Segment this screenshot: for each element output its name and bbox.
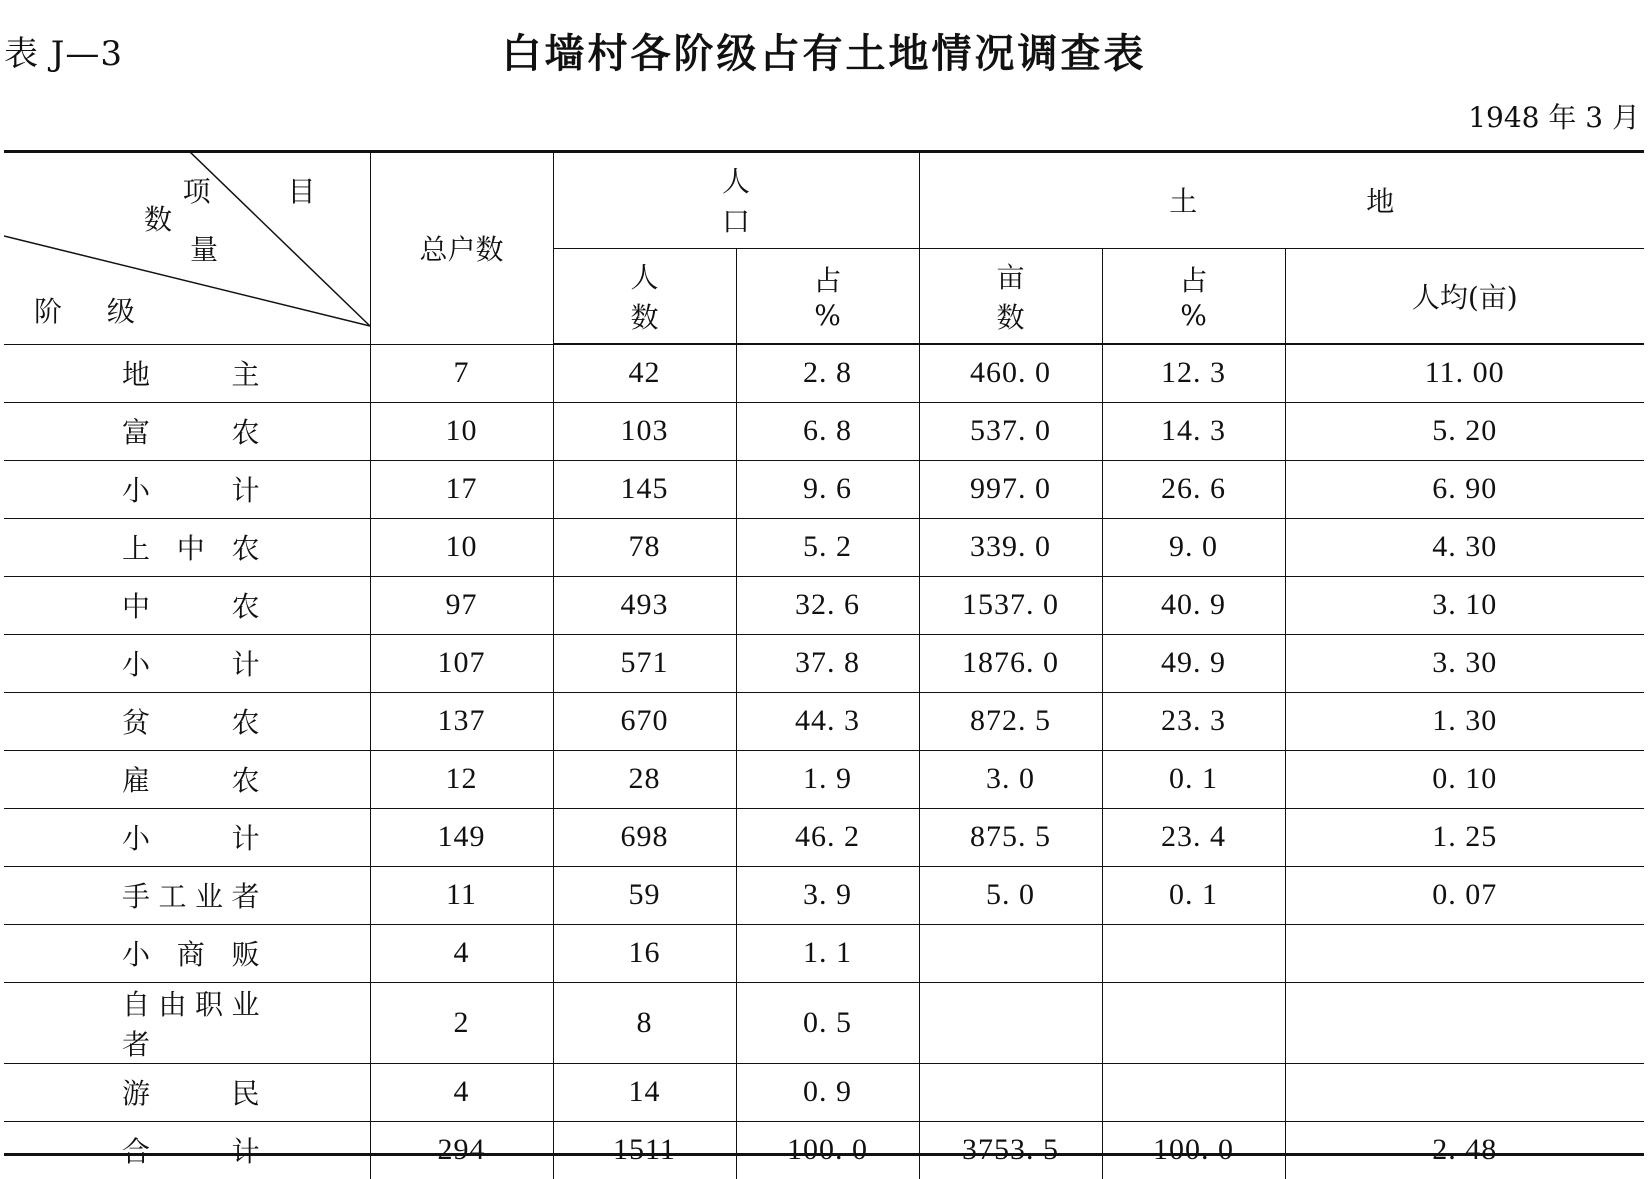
table-row (4, 808, 1644, 866)
households-cell: 7 (370, 344, 553, 402)
households-cell: 2 (370, 982, 553, 1063)
class-cell: 雇农 (4, 750, 370, 808)
land-pct-cell: 14. 3 (1102, 402, 1285, 460)
bottom-rule (4, 1153, 1644, 1156)
header-land: 土 地 (919, 152, 1644, 248)
per-capita-cell: 3. 30 (1285, 634, 1644, 692)
people-pct-cell: 5. 2 (736, 518, 919, 576)
land-mu-cell: 1876. 0 (919, 634, 1102, 692)
households-cell: 294 (370, 1121, 553, 1179)
land-pct-cell: 26. 6 (1102, 460, 1285, 518)
land-pct-cell: 9. 0 (1102, 518, 1285, 576)
class-cell: 小计 (4, 634, 370, 692)
land-pct-cell: 23. 3 (1102, 692, 1285, 750)
header-land-mu: 亩 数 (919, 248, 1102, 344)
class-cell: 手工业者 (4, 866, 370, 924)
header-population: 人 口 (553, 152, 919, 248)
per-capita-cell (1285, 1063, 1644, 1121)
class-cell: 小计 (4, 808, 370, 866)
per-capita-cell: 6. 90 (1285, 460, 1644, 518)
land-pct-cell: 23. 4 (1102, 808, 1285, 866)
households-cell: 149 (370, 808, 553, 866)
land-pct-cell: 40. 9 (1102, 576, 1285, 634)
class-cell: 小计 (4, 460, 370, 518)
people-cell: 14 (553, 1063, 736, 1121)
households-cell: 97 (370, 576, 553, 634)
table-row (4, 692, 1644, 750)
land-pct-cell: 0. 1 (1102, 866, 1285, 924)
people-pct-cell: 2. 8 (736, 344, 919, 402)
people-cell: 1511 (553, 1121, 736, 1179)
table-row (4, 750, 1644, 808)
per-capita-cell: 1. 25 (1285, 808, 1644, 866)
corner-label-item: 项 目 (182, 175, 350, 208)
per-capita-cell (1285, 982, 1644, 1063)
people-cell: 103 (553, 402, 736, 460)
land-mu-cell (919, 982, 1102, 1063)
header-land-per-capita: 人均(亩) (1285, 248, 1644, 344)
per-capita-cell (1285, 924, 1644, 982)
land-survey-table (4, 152, 1644, 1179)
table-row (4, 402, 1644, 460)
class-cell: 地主 (4, 344, 370, 402)
households-cell: 17 (370, 460, 553, 518)
class-cell: 自由职业者 (4, 982, 370, 1063)
land-mu-cell (919, 924, 1102, 982)
header-pop-count: 人 数 (553, 248, 736, 344)
land-mu-cell: 3753. 5 (919, 1121, 1102, 1179)
table-row (4, 576, 1644, 634)
households-cell: 4 (370, 1063, 553, 1121)
people-pct-cell: 3. 9 (736, 866, 919, 924)
per-capita-cell: 2. 48 (1285, 1121, 1644, 1179)
people-cell: 42 (553, 344, 736, 402)
per-capita-cell: 5. 20 (1285, 402, 1644, 460)
class-cell: 中农 (4, 576, 370, 634)
households-cell: 12 (370, 750, 553, 808)
people-pct-cell: 0. 9 (736, 1063, 919, 1121)
class-cell: 小商贩 (4, 924, 370, 982)
corner-label-quantity-1: 数 (144, 203, 173, 236)
people-cell: 493 (553, 576, 736, 634)
people-cell: 28 (553, 750, 736, 808)
people-cell: 59 (553, 866, 736, 924)
survey-date: 1948 年 3 月 (1468, 101, 1640, 134)
table-row (4, 982, 1644, 1063)
per-capita-cell: 4. 30 (1285, 518, 1644, 576)
table-row (4, 344, 1644, 402)
land-pct-cell: 100. 0 (1102, 1121, 1285, 1179)
corner-label-quantity-2: 量 (190, 233, 219, 266)
header-pop-pct: 占 % (736, 248, 919, 344)
per-capita-cell: 0. 10 (1285, 750, 1644, 808)
table-row-total (4, 1121, 1644, 1179)
people-pct-cell: 100. 0 (736, 1121, 919, 1179)
table-row (4, 866, 1644, 924)
land-mu-cell: 5. 0 (919, 866, 1102, 924)
class-cell: 贫农 (4, 692, 370, 750)
people-pct-cell: 0. 5 (736, 982, 919, 1063)
header-households: 总户数 (370, 152, 553, 344)
table-row (4, 1063, 1644, 1121)
land-pct-cell: 12. 3 (1102, 344, 1285, 402)
table-row (4, 924, 1644, 982)
class-cell: 游民 (4, 1063, 370, 1121)
people-cell: 16 (553, 924, 736, 982)
people-pct-cell: 9. 6 (736, 460, 919, 518)
per-capita-cell: 1. 30 (1285, 692, 1644, 750)
table-row (4, 460, 1644, 518)
people-cell: 78 (553, 518, 736, 576)
land-mu-cell: 339. 0 (919, 518, 1102, 576)
people-cell: 145 (553, 460, 736, 518)
table-row (4, 518, 1644, 576)
class-cell: 上中农 (4, 518, 370, 576)
people-pct-cell: 1. 1 (736, 924, 919, 982)
land-mu-cell: 872. 5 (919, 692, 1102, 750)
page-title: 白墙村各阶级占有土地情况调查表 (501, 31, 1147, 77)
corner-header-cell (4, 152, 370, 344)
land-pct-cell (1102, 1063, 1285, 1121)
class-cell: 合计 (4, 1121, 370, 1179)
land-mu-cell: 537. 0 (919, 402, 1102, 460)
households-cell: 4 (370, 924, 553, 982)
people-cell: 670 (553, 692, 736, 750)
per-capita-cell: 11. 00 (1285, 344, 1644, 402)
households-cell: 137 (370, 692, 553, 750)
households-cell: 10 (370, 518, 553, 576)
people-cell: 698 (553, 808, 736, 866)
land-pct-cell (1102, 924, 1285, 982)
per-capita-cell: 3. 10 (1285, 576, 1644, 634)
people-cell: 8 (553, 982, 736, 1063)
households-cell: 107 (370, 634, 553, 692)
land-mu-cell (919, 1063, 1102, 1121)
land-mu-cell: 875. 5 (919, 808, 1102, 866)
land-mu-cell: 1537. 0 (919, 576, 1102, 634)
people-pct-cell: 37. 8 (736, 634, 919, 692)
land-pct-cell (1102, 982, 1285, 1063)
people-pct-cell: 6. 8 (736, 402, 919, 460)
households-cell: 10 (370, 402, 553, 460)
land-pct-cell: 49. 9 (1102, 634, 1285, 692)
households-cell: 11 (370, 866, 553, 924)
table-row (4, 634, 1644, 692)
land-pct-cell: 0. 1 (1102, 750, 1285, 808)
land-mu-cell: 460. 0 (919, 344, 1102, 402)
per-capita-cell: 0. 07 (1285, 866, 1644, 924)
land-mu-cell: 3. 0 (919, 750, 1102, 808)
people-pct-cell: 46. 2 (736, 808, 919, 866)
people-pct-cell: 32. 6 (736, 576, 919, 634)
people-pct-cell: 44. 3 (736, 692, 919, 750)
header-land-pct: 占 % (1102, 248, 1285, 344)
corner-label-class: 阶 级 (34, 295, 153, 328)
people-pct-cell: 1. 9 (736, 750, 919, 808)
people-cell: 571 (553, 634, 736, 692)
class-cell: 富农 (4, 402, 370, 460)
table-number: 表 J—3 (4, 34, 124, 74)
land-mu-cell: 997. 0 (919, 460, 1102, 518)
